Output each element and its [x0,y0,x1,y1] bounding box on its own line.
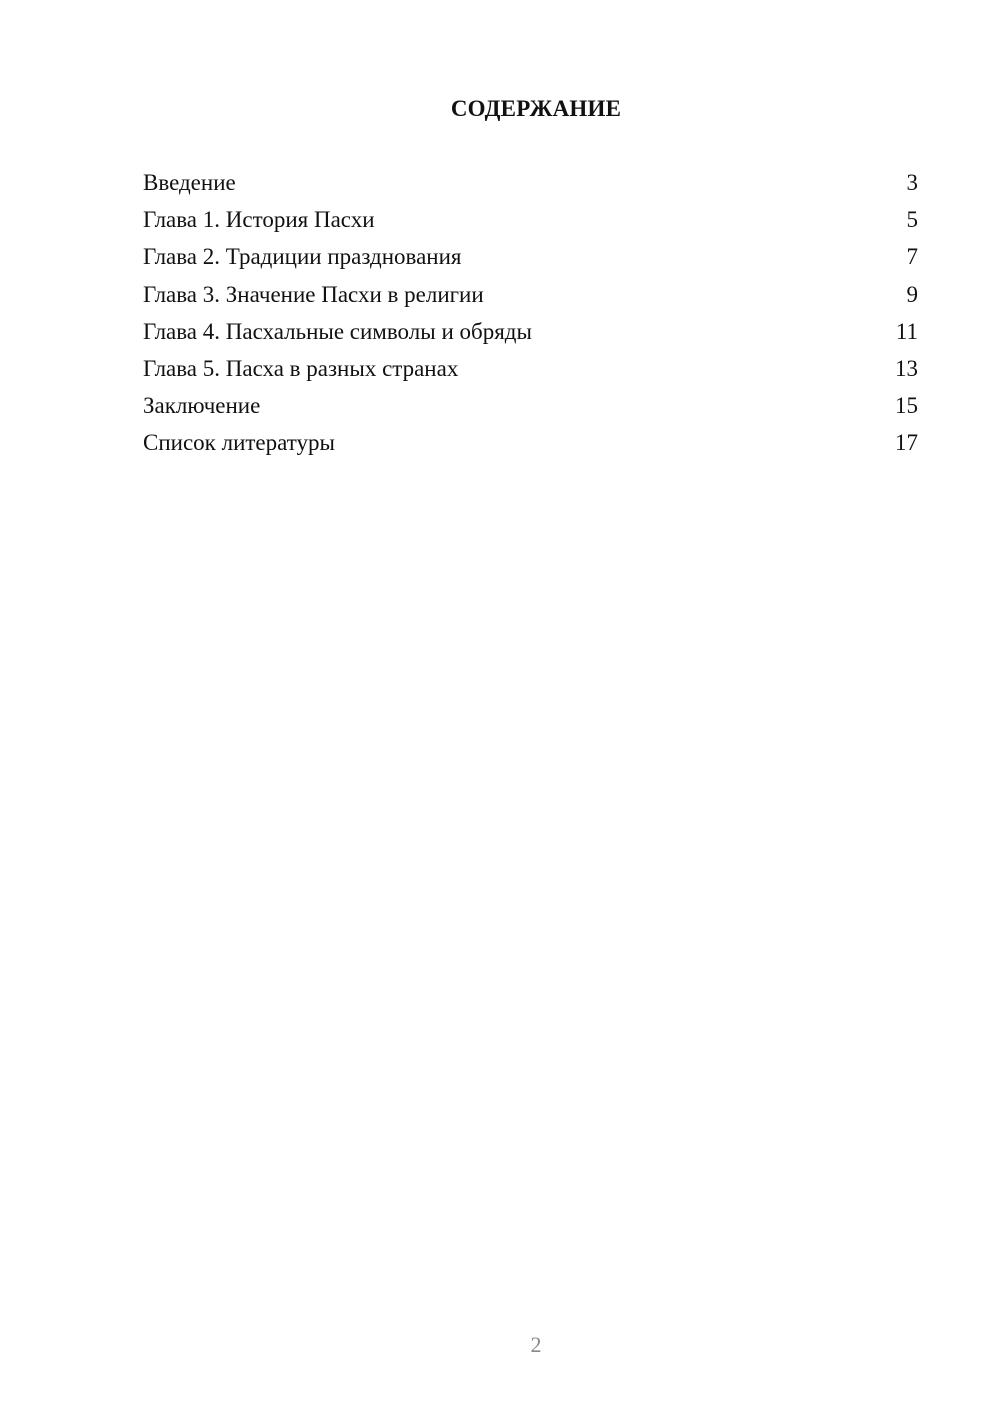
toc-entry[interactable] [143,170,918,207]
toc-entry-page: 11 [895,318,918,344]
toc-entry[interactable] [143,207,918,244]
toc-entry-label: Заключение [143,393,261,419]
toc-entry[interactable] [143,430,918,467]
toc-entry[interactable] [143,319,918,356]
toc-entry-label: Глава 5. Пасха в разных странах [143,355,459,381]
toc-entry-page: 13 [895,355,918,381]
toc-entry[interactable] [143,244,918,281]
toc-entry[interactable] [143,356,918,393]
toc-entry-page: 7 [906,244,918,270]
table-of-contents [143,170,918,468]
toc-entry-label: Глава 3. Значение Пасхи в религии [143,281,484,307]
toc-entry[interactable] [143,282,918,319]
toc-entry[interactable] [143,393,918,430]
page-number: 2 [530,1332,542,1357]
toc-entry-label: Список литературы [143,430,335,456]
toc-entry-label: Глава 2. Традиции празднования [143,244,462,270]
toc-entry-page: 9 [906,281,918,307]
toc-entry-page: 17 [895,430,918,456]
toc-entry-label: Введение [143,170,236,195]
toc-entry-label: Глава 4. Пасхальные символы и обряды [143,318,532,344]
toc-entry-page: 5 [906,207,918,233]
toc-title: СОДЕРЖАНИЕ [450,96,622,121]
toc-entry-label: Глава 1. История Пасхи [143,207,375,233]
toc-entry-page: 3 [906,170,918,195]
toc-entry-page: 15 [895,393,918,419]
